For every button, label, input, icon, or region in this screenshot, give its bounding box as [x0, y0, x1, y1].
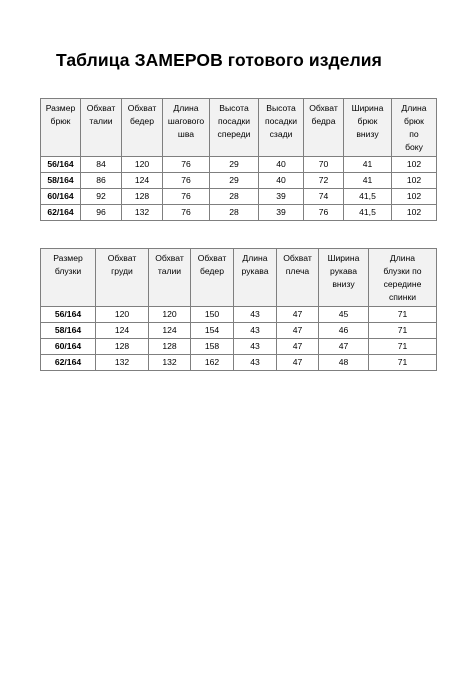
pants-header-line: Размер	[45, 103, 76, 113]
page-title: Таблица ЗАМЕРОВ готового изделия	[56, 50, 382, 70]
blouse-header-line: внизу	[332, 279, 355, 289]
pants-column-header	[122, 99, 163, 157]
value-cell: 29	[210, 173, 259, 189]
blouse-header-line: рукава	[330, 266, 357, 276]
blouse-header-line: Размер	[53, 253, 83, 263]
pants-header-line: Высота	[219, 103, 249, 113]
blouse-header-line: талии	[157, 266, 182, 276]
table-row	[41, 205, 437, 221]
pants-header-row	[41, 99, 437, 157]
blouse-header-line: блузки по	[383, 266, 422, 276]
blouse-column-header	[96, 249, 149, 307]
size-cell: 62/164	[41, 205, 81, 221]
value-cell: 47	[277, 355, 319, 371]
value-cell: 47	[277, 339, 319, 355]
blouse-header-line: спинки	[388, 292, 417, 302]
blouse-header-line: середине	[383, 279, 422, 289]
blouse-header-line: Длина	[389, 253, 416, 263]
pants-header-line: Обхват	[86, 103, 116, 113]
value-cell: 84	[81, 157, 122, 173]
pants-header-line: бедра	[311, 116, 336, 126]
blouse-header-line: Длина	[242, 253, 268, 263]
value-cell: 92	[81, 189, 122, 205]
blouse-body	[41, 307, 437, 371]
pants-header-line: брюк	[404, 116, 424, 126]
blouse-column-header	[369, 249, 437, 307]
value-cell: 43	[234, 307, 277, 323]
pants-header-line: бедер	[130, 116, 154, 126]
value-cell: 76	[163, 189, 210, 205]
pants-header-line: Высота	[266, 103, 296, 113]
pants-column-header	[344, 99, 392, 157]
pants-header-line: Ширина	[351, 103, 384, 113]
blouse-column-header	[191, 249, 234, 307]
value-cell: 40	[259, 157, 304, 173]
pants-header-line: Длина	[401, 103, 427, 113]
value-cell: 96	[81, 205, 122, 221]
blouse-header-line: рукава	[241, 266, 269, 276]
size-cell: 62/164	[41, 355, 96, 371]
table-row	[41, 189, 437, 205]
table-row	[41, 355, 437, 371]
value-cell: 39	[259, 189, 304, 205]
blouse-column-header	[319, 249, 369, 307]
size-cell: 58/164	[41, 173, 81, 189]
value-cell: 71	[369, 307, 437, 323]
pants-header-line: посадки	[217, 116, 251, 126]
table-row	[41, 339, 437, 355]
pants-column-header	[210, 99, 259, 157]
value-cell: 72	[304, 173, 344, 189]
value-cell: 76	[163, 173, 210, 189]
pants-body	[41, 157, 437, 221]
value-cell: 102	[392, 189, 437, 205]
pants-header-line: Обхват	[127, 103, 157, 113]
pants-header-line: сзади	[269, 129, 293, 139]
pants-header-line: по	[409, 129, 419, 139]
size-cell: 58/164	[41, 323, 96, 339]
value-cell: 128	[96, 339, 149, 355]
value-cell: 120	[122, 157, 163, 173]
value-cell: 47	[277, 307, 319, 323]
pants-header-line: талии	[89, 116, 113, 126]
value-cell: 76	[163, 205, 210, 221]
blouse-column-header	[277, 249, 319, 307]
value-cell: 29	[210, 157, 259, 173]
value-cell: 46	[319, 323, 369, 339]
value-cell: 41,5	[344, 205, 392, 221]
pants-header-line: посадки	[264, 116, 298, 126]
value-cell: 28	[210, 205, 259, 221]
value-cell: 71	[369, 323, 437, 339]
value-cell: 28	[210, 189, 259, 205]
blouse-header-line: Обхват	[197, 253, 227, 263]
value-cell: 41,5	[344, 189, 392, 205]
blouse-header-line: Ширина	[327, 253, 360, 263]
pants-header-line: спереди	[217, 129, 251, 139]
pants-column-header	[304, 99, 344, 157]
value-cell: 124	[149, 323, 191, 339]
pants-header-line: Обхват	[309, 103, 338, 113]
table-row	[41, 307, 437, 323]
value-cell: 47	[319, 339, 369, 355]
size-cell: 56/164	[41, 157, 81, 173]
pants-measurements-table	[40, 98, 437, 221]
value-cell: 128	[122, 189, 163, 205]
value-cell: 40	[259, 173, 304, 189]
value-cell: 86	[81, 173, 122, 189]
size-cell: 60/164	[41, 339, 96, 355]
value-cell: 120	[96, 307, 149, 323]
value-cell: 74	[304, 189, 344, 205]
value-cell: 71	[369, 355, 437, 371]
pants-header-line: боку	[405, 142, 423, 152]
value-cell: 162	[191, 355, 234, 371]
blouse-measurements-table	[40, 248, 437, 371]
pants-column-header	[81, 99, 122, 157]
pants-column-header	[259, 99, 304, 157]
value-cell: 43	[234, 339, 277, 355]
value-cell: 71	[369, 339, 437, 355]
pants-column-header	[41, 99, 81, 157]
pants-header-line: Длина	[173, 103, 199, 113]
blouse-column-header	[41, 249, 96, 307]
pants-column-header	[392, 99, 437, 157]
value-cell: 76	[163, 157, 210, 173]
pants-header-line: шагового	[167, 116, 205, 126]
pants-header-line: шва	[177, 129, 195, 139]
value-cell: 47	[277, 323, 319, 339]
blouse-header-line: блузки	[54, 266, 82, 276]
pants-column-header	[163, 99, 210, 157]
value-cell: 120	[149, 307, 191, 323]
value-cell: 124	[122, 173, 163, 189]
pants-header-line: брюк	[357, 116, 378, 126]
value-cell: 41	[344, 173, 392, 189]
value-cell: 102	[392, 157, 437, 173]
blouse-header-line: Обхват	[155, 253, 184, 263]
value-cell: 102	[392, 205, 437, 221]
value-cell: 43	[234, 355, 277, 371]
blouse-column-header	[234, 249, 277, 307]
value-cell: 132	[96, 355, 149, 371]
value-cell: 150	[191, 307, 234, 323]
pants-header-line: брюк	[50, 116, 71, 126]
value-cell: 128	[149, 339, 191, 355]
value-cell: 132	[122, 205, 163, 221]
blouse-header-line: плеча	[285, 266, 310, 276]
value-cell: 70	[304, 157, 344, 173]
value-cell: 43	[234, 323, 277, 339]
value-cell: 132	[149, 355, 191, 371]
size-cell: 60/164	[41, 189, 81, 205]
value-cell: 41	[344, 157, 392, 173]
pants-header-line: внизу	[356, 129, 379, 139]
blouse-header-line: Обхват	[107, 253, 137, 263]
value-cell: 48	[319, 355, 369, 371]
value-cell: 154	[191, 323, 234, 339]
value-cell: 76	[304, 205, 344, 221]
value-cell: 102	[392, 173, 437, 189]
value-cell: 158	[191, 339, 234, 355]
blouse-header-line: груди	[111, 266, 133, 276]
table-row	[41, 157, 437, 173]
size-cell: 56/164	[41, 307, 96, 323]
blouse-header-row	[41, 249, 437, 307]
table-row	[41, 173, 437, 189]
value-cell: 124	[96, 323, 149, 339]
table-row	[41, 323, 437, 339]
blouse-column-header	[149, 249, 191, 307]
value-cell: 45	[319, 307, 369, 323]
blouse-header-line: бедер	[200, 266, 224, 276]
blouse-header-line: Обхват	[283, 253, 312, 263]
value-cell: 39	[259, 205, 304, 221]
